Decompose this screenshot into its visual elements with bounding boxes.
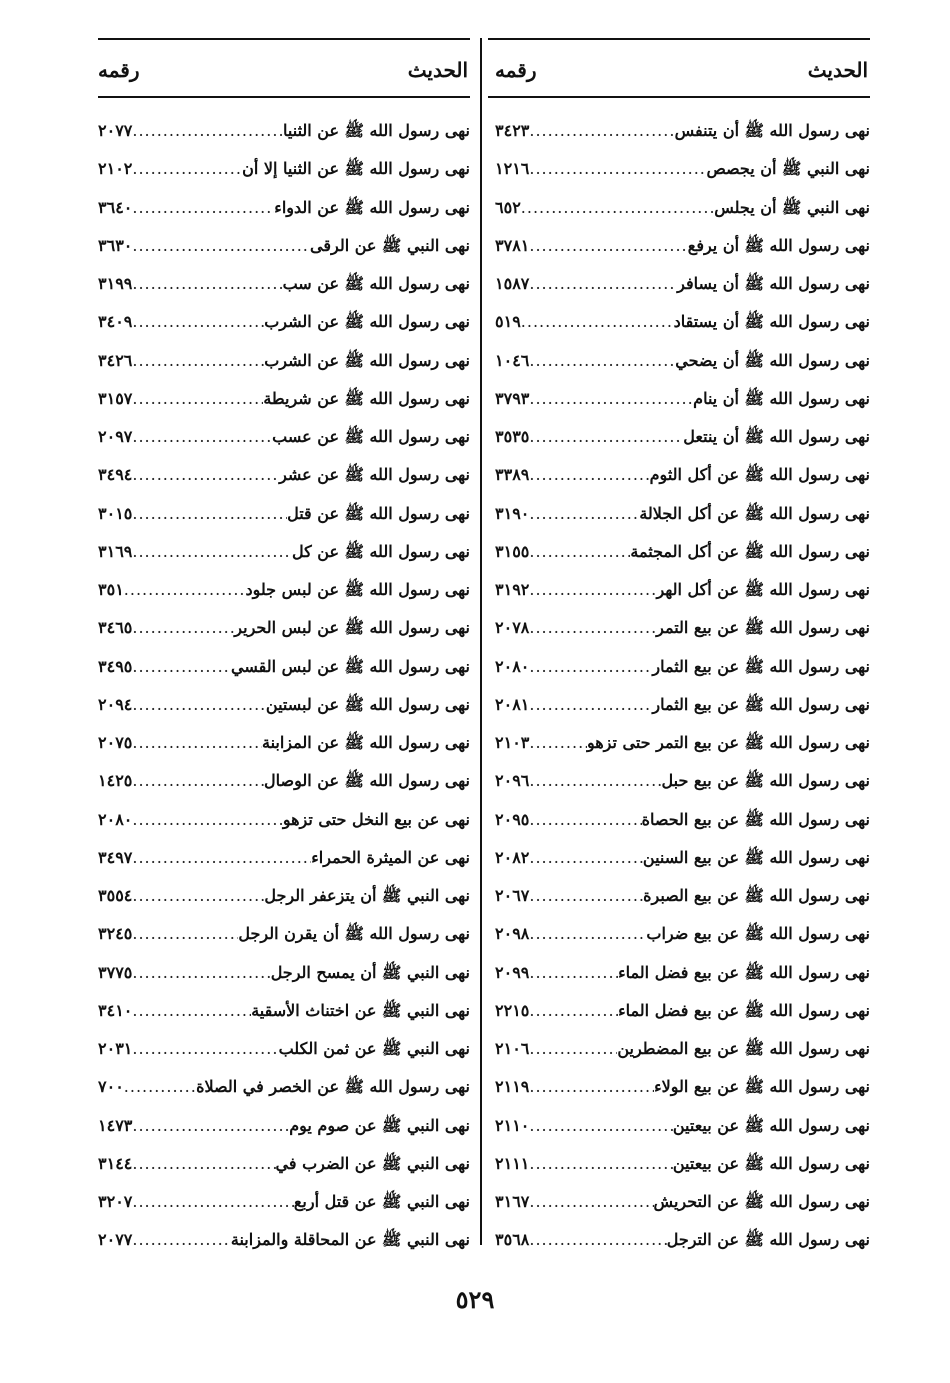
index-entry xyxy=(98,342,470,380)
entry-topic: نهى رسول الله ﷺ عن بيع فضل الماء xyxy=(618,1000,870,1020)
entry-topic: نهى رسول الله ﷺ عن بيع حبل xyxy=(661,771,870,791)
index-entry xyxy=(98,724,470,762)
entry-number: ١٥٨٧ xyxy=(495,274,530,293)
index-entry xyxy=(98,112,470,150)
index-entry xyxy=(98,1107,470,1145)
index-entry xyxy=(495,456,870,494)
index-entry xyxy=(98,992,470,1030)
dot-leader xyxy=(529,495,639,533)
right-header-topic: الحديث xyxy=(807,58,868,82)
index-entry xyxy=(495,648,870,686)
entry-number: ٢٠٨٠ xyxy=(98,809,133,829)
dot-leader xyxy=(124,571,246,609)
entry-number: ٢٠٨٠ xyxy=(495,656,530,676)
index-entry xyxy=(495,801,870,839)
index-entry xyxy=(98,839,470,877)
entry-number: ٣٥١ xyxy=(98,580,124,599)
index-entry xyxy=(495,992,870,1030)
index-entry xyxy=(495,954,870,992)
entry-number: ٣٥٣٥ xyxy=(495,427,530,446)
dot-leader xyxy=(529,1221,666,1259)
dot-leader xyxy=(529,648,652,686)
entry-number: ٢١١١ xyxy=(495,1153,530,1173)
left-index-column xyxy=(98,112,470,1260)
dot-leader xyxy=(529,992,618,1030)
index-entry xyxy=(495,839,870,877)
entry-topic: نهى رسول الله ﷺ عن الشرب xyxy=(264,312,470,332)
entry-topic: نهى رسول الله ﷺ أن يضحي xyxy=(675,350,870,370)
index-entry xyxy=(495,380,870,418)
index-entry xyxy=(98,1145,470,1183)
dot-leader xyxy=(529,1068,654,1106)
entry-topic: نهى رسول الله ﷺ عن الوصال xyxy=(264,771,470,791)
index-entry xyxy=(98,1221,470,1259)
left-header-number: رقمه xyxy=(98,58,140,82)
index-entry xyxy=(495,724,870,762)
entry-topic: نهى رسول الله ﷺ عن الخصر في الصلاة xyxy=(196,1077,470,1097)
dot-leader xyxy=(529,571,656,609)
index-entry xyxy=(495,265,870,303)
entry-topic: نهى رسول الله ﷺ أن يقرن الرجل xyxy=(238,924,470,944)
top-rule-left xyxy=(98,38,470,40)
dot-leader xyxy=(529,724,587,762)
index-entry xyxy=(495,1221,870,1259)
dot-leader xyxy=(529,456,649,494)
entry-number: ٢٠٧٧ xyxy=(98,121,133,140)
entry-number: ٧٠٠ xyxy=(98,1077,124,1097)
dot-leader xyxy=(529,801,641,839)
entry-number: ٣٥٥٤ xyxy=(98,886,133,905)
entry-number: ٢٠٩٧ xyxy=(98,427,133,446)
dot-leader xyxy=(529,265,677,303)
entry-number: ٣٠١٥ xyxy=(98,503,133,523)
entry-topic: نهى رسول الله ﷺ عن بيع التمر xyxy=(656,618,870,638)
index-entry xyxy=(495,189,870,227)
dot-leader xyxy=(132,1107,289,1145)
entry-topic: نهى النبي ﷺ عن قتل أربع xyxy=(293,1192,470,1211)
dot-leader xyxy=(132,189,274,227)
index-entry xyxy=(98,609,470,647)
entry-topic: نهى رسول الله ﷺ عن الثنيا xyxy=(283,121,470,140)
entry-number: ٣١٥٧ xyxy=(98,388,133,408)
index-entry xyxy=(495,342,870,380)
index-entry xyxy=(495,533,870,571)
left-header-topic: الحديث xyxy=(407,58,468,82)
entry-number: ٦٥٢ xyxy=(495,197,521,217)
dot-leader xyxy=(132,915,238,953)
index-entry xyxy=(98,571,470,609)
entry-number: ٣٣٨٩ xyxy=(495,465,530,485)
entry-number: ٣١٦٧ xyxy=(495,1192,530,1211)
entry-topic: نهى رسول الله ﷺ عن عشر xyxy=(279,465,470,485)
header-rule-left xyxy=(98,96,470,98)
dot-leader xyxy=(529,1145,673,1183)
index-entry xyxy=(98,915,470,953)
index-entry xyxy=(495,877,870,915)
entry-number: ٣١٩٢ xyxy=(495,580,530,599)
entry-topic: نهى رسول الله ﷺ عن أكل الهر xyxy=(656,580,870,599)
entry-number: ٣٤٢٦ xyxy=(98,350,133,370)
entry-topic: نهى رسول الله ﷺ عن بيعتين xyxy=(672,1115,870,1135)
entry-number: ٣٧٩٣ xyxy=(495,388,530,408)
index-entry xyxy=(495,1145,870,1183)
dot-leader xyxy=(529,112,674,150)
entry-topic: نهى رسول الله ﷺ عن بيع الولاء xyxy=(654,1077,870,1097)
index-entry xyxy=(98,686,470,724)
index-entry xyxy=(98,150,470,188)
index-entry xyxy=(495,686,870,724)
entry-topic: نهى رسول الله ﷺ أن يسافر xyxy=(677,274,870,293)
entry-number: ٣٤١٠ xyxy=(98,1000,133,1020)
index-entry xyxy=(98,877,470,915)
dot-leader xyxy=(132,533,292,571)
page-number: ٥٢٩ xyxy=(455,1285,495,1314)
index-entry xyxy=(98,227,470,265)
entry-topic: نهى رسول الله ﷺ عن أكل الثوم xyxy=(649,465,870,485)
entry-topic: نهى رسول الله ﷺ عن شريطة xyxy=(263,388,470,408)
entry-topic: نهى رسول الله ﷺ عن بيع الثمار xyxy=(652,656,870,676)
dot-leader xyxy=(132,724,262,762)
entry-topic: نهى رسول الله ﷺ عن الثنيا إلا أن xyxy=(242,159,470,179)
entry-number: ٣٢٠٧ xyxy=(98,1192,133,1211)
entry-topic: نهى رسول الله ﷺ أن يستقاد xyxy=(673,312,870,332)
dot-leader xyxy=(132,762,264,800)
entry-number: ٢٠٣١ xyxy=(98,1039,133,1058)
entry-number: ٣٦٣٠ xyxy=(98,235,133,255)
entry-number: ٢٠٩٥ xyxy=(495,809,530,829)
dot-leader xyxy=(132,992,251,1030)
index-entry xyxy=(98,495,470,533)
dot-leader xyxy=(132,227,310,265)
entry-topic: نهى رسول الله ﷺ عن بيع المضطرين xyxy=(617,1039,870,1058)
entry-number: ١٠٤٦ xyxy=(495,350,530,370)
dot-leader xyxy=(521,303,674,341)
entry-topic: نهى رسول الله ﷺ عن بيعتين xyxy=(672,1153,870,1173)
dot-leader xyxy=(529,1107,673,1145)
dot-leader xyxy=(132,418,272,456)
entry-number: ٢١٠٣ xyxy=(495,733,530,752)
index-entry xyxy=(495,1107,870,1145)
entry-topic: نهى رسول الله ﷺ أن ينام xyxy=(693,388,870,408)
dot-leader xyxy=(124,1068,196,1106)
entry-topic: نهى رسول الله ﷺ عن بيع ضراب xyxy=(646,924,870,944)
index-entry xyxy=(98,954,470,992)
dot-leader xyxy=(132,877,264,915)
entry-topic: نهى رسول الله ﷺ عن قتل xyxy=(287,503,470,523)
entry-topic: نهى رسول الله ﷺ عن بيع السنين xyxy=(642,847,870,867)
entry-number: ٢٠٩٤ xyxy=(98,694,133,714)
entry-topic: نهى رسول الله ﷺ عن بيع الحصاة xyxy=(641,809,870,829)
entry-topic: نهى رسول الله ﷺ عن كل xyxy=(291,541,470,561)
entry-number: ٢١١٩ xyxy=(495,1077,530,1097)
dot-leader xyxy=(529,686,652,724)
entry-topic: نهى رسول الله ﷺ عن التحريش xyxy=(653,1192,870,1211)
entry-topic: نهى النبي ﷺ عن صوم يوم xyxy=(289,1115,470,1135)
dot-leader xyxy=(132,112,283,150)
entry-topic: نهى النبي ﷺ عن اختناث الأسقية xyxy=(251,1000,470,1020)
entry-number: ٣٤٩٧ xyxy=(98,847,133,867)
dot-leader xyxy=(529,150,706,188)
right-index-column xyxy=(495,112,870,1260)
entry-number: ١٢١٦ xyxy=(495,159,530,179)
entry-topic: نهى رسول الله ﷺ عن الدواء xyxy=(274,197,470,217)
dot-leader xyxy=(132,1183,294,1221)
index-entry xyxy=(98,648,470,686)
entry-number: ٢٠٩٨ xyxy=(495,924,530,944)
entry-topic: نهى النبي ﷺ عن المحاقلة والمزابنة xyxy=(230,1230,470,1250)
dot-leader xyxy=(529,609,656,647)
dot-leader xyxy=(132,609,234,647)
index-entry xyxy=(495,762,870,800)
index-entry xyxy=(98,303,470,341)
dot-leader xyxy=(132,495,287,533)
dot-leader xyxy=(529,227,687,265)
index-entry xyxy=(495,915,870,953)
entry-topic: نهى رسول الله ﷺ عن لبس القسي xyxy=(231,656,470,676)
entry-topic: نهى رسول الله ﷺ عن الشرب xyxy=(264,350,470,370)
entry-topic: نهى رسول الله ﷺ عن سب xyxy=(282,274,470,293)
dot-leader xyxy=(132,303,264,341)
entry-number: ٣٦٤٠ xyxy=(98,197,133,217)
index-entry xyxy=(98,1030,470,1068)
index-entry xyxy=(495,418,870,456)
dot-leader xyxy=(529,418,683,456)
dot-leader xyxy=(529,839,643,877)
entry-number: ٣١٤٤ xyxy=(98,1153,133,1173)
index-entry xyxy=(495,150,870,188)
index-entry xyxy=(98,1183,470,1221)
dot-leader xyxy=(521,189,714,227)
entry-number: ١٤٧٣ xyxy=(98,1115,133,1135)
entry-topic: نهى رسول الله ﷺ عن بيع الصبرة xyxy=(643,886,870,905)
entry-number: ١٤٢٥ xyxy=(98,771,133,791)
dot-leader xyxy=(132,686,266,724)
dot-leader xyxy=(529,342,675,380)
dot-leader xyxy=(529,380,693,418)
index-entry xyxy=(495,1183,870,1221)
entry-topic: نهى النبي ﷺ أن يجلس xyxy=(714,197,870,217)
column-divider xyxy=(480,38,482,1245)
dot-leader xyxy=(132,150,242,188)
index-entry xyxy=(98,801,470,839)
dot-leader xyxy=(529,954,618,992)
entry-number: ٣١٥٥ xyxy=(495,541,530,561)
dot-leader xyxy=(529,1183,653,1221)
entry-number: ٣٥٦٨ xyxy=(495,1230,530,1250)
entry-topic: نهى رسول الله ﷺ عن لبس جلود xyxy=(245,580,470,599)
entry-number: ٢٠٨١ xyxy=(495,694,530,714)
dot-leader xyxy=(529,877,643,915)
entry-topic: نهى عن الميثرة الحمراء xyxy=(311,847,470,867)
index-entry xyxy=(98,189,470,227)
dot-leader xyxy=(132,954,270,992)
index-entry xyxy=(98,456,470,494)
index-entry xyxy=(495,303,870,341)
dot-leader xyxy=(132,456,279,494)
index-entry xyxy=(98,1068,470,1106)
dot-leader xyxy=(132,1030,278,1068)
entry-number: ٣٤٩٥ xyxy=(98,656,133,676)
entry-topic: نهى رسول الله ﷺ عن المزابنة xyxy=(262,733,470,752)
dot-leader xyxy=(132,839,311,877)
entry-topic: نهى رسول الله ﷺ عن الترجل xyxy=(666,1230,870,1250)
index-entry xyxy=(98,418,470,456)
entry-topic: نهى النبي ﷺ عن الرقى xyxy=(310,235,470,255)
dot-leader xyxy=(132,648,231,686)
dot-leader xyxy=(529,915,646,953)
dot-leader xyxy=(132,342,264,380)
entry-topic: نهى النبي ﷺ أن يتزعفر الرجل xyxy=(264,886,470,905)
entry-topic: نهى رسول الله ﷺ أن يرفع xyxy=(687,235,870,255)
entry-topic: نهى رسول الله ﷺ أن ينتعل xyxy=(683,427,870,446)
dot-leader xyxy=(529,762,661,800)
index-entry xyxy=(495,1068,870,1106)
dot-leader xyxy=(132,380,263,418)
dot-leader xyxy=(132,265,282,303)
entry-topic: نهى النبي ﷺ عن الضرب في xyxy=(275,1153,470,1173)
entry-number: ٣١٩٩ xyxy=(98,274,133,293)
dot-leader xyxy=(529,533,630,571)
index-entry xyxy=(495,495,870,533)
index-entry xyxy=(98,380,470,418)
entry-topic: نهى رسول الله ﷺ عن بيع التمر حتى تزهو xyxy=(586,733,870,752)
entry-number: ٣١٩٠ xyxy=(495,503,530,523)
entry-number: ٢٠٧٧ xyxy=(98,1230,133,1250)
entry-number: ٢٠٧٨ xyxy=(495,618,530,638)
header-rule-right xyxy=(488,96,870,98)
entry-number: ٢٠٩٩ xyxy=(495,962,530,982)
entry-topic: نهى النبي ﷺ عن ثمن الكلب xyxy=(278,1039,470,1058)
dot-leader xyxy=(132,1145,275,1183)
entry-topic: نهى النبي ﷺ أن يمسح الرجل xyxy=(270,962,470,982)
top-rule-right xyxy=(488,38,870,40)
entry-topic: نهى رسول الله ﷺ عن عسب xyxy=(272,427,470,446)
dot-leader xyxy=(529,1030,617,1068)
dot-leader xyxy=(132,801,282,839)
entry-number: ٣٤٦٥ xyxy=(98,618,133,638)
entry-topic: نهى رسول الله ﷺ عن أكل الجلالة xyxy=(639,503,870,523)
entry-number: ٢٠٨٢ xyxy=(495,847,530,867)
entry-number: ٢١٠٦ xyxy=(495,1039,530,1058)
index-entry xyxy=(98,533,470,571)
index-entry xyxy=(98,762,470,800)
entry-topic: نهى رسول الله ﷺ عن أكل المجثمة xyxy=(630,541,870,561)
entry-number: ٢٢١٥ xyxy=(495,1000,530,1020)
entry-number: ٢١١٠ xyxy=(495,1115,530,1135)
entry-number: ٥١٩ xyxy=(495,312,521,332)
entry-number: ٢١٠٢ xyxy=(98,159,133,179)
entry-number: ٢٠٩٦ xyxy=(495,771,530,791)
entry-number: ٣٧٧٥ xyxy=(98,962,133,982)
entry-topic: نهى رسول الله ﷺ عن بيع فضل الماء xyxy=(618,962,870,982)
entry-topic: نهى رسول الله ﷺ عن لبس الحرير xyxy=(234,618,470,638)
dot-leader xyxy=(132,1221,231,1259)
index-entry xyxy=(98,265,470,303)
entry-number: ٢٠٧٥ xyxy=(98,733,133,752)
entry-topic: نهى رسول الله ﷺ عن بيع الثمار xyxy=(652,694,870,714)
index-entry xyxy=(495,112,870,150)
index-entry xyxy=(495,609,870,647)
entry-number: ٣٢٤٥ xyxy=(98,924,133,944)
index-entry xyxy=(495,571,870,609)
entry-topic: نهى رسول الله ﷺ عن لبستين xyxy=(265,694,470,714)
entry-topic: نهى النبي ﷺ أن يجصص xyxy=(706,159,870,179)
entry-number: ٢٠٦٧ xyxy=(495,886,530,905)
entry-number: ٣٤٠٩ xyxy=(98,312,133,332)
entry-number: ٣١٦٩ xyxy=(98,541,133,561)
index-entry xyxy=(495,1030,870,1068)
entry-topic: نهى عن بيع النخل حتى تزهو xyxy=(282,809,470,829)
entry-number: ٣٧٨١ xyxy=(495,235,530,255)
index-entry xyxy=(495,227,870,265)
entry-number: ٣٤٢٣ xyxy=(495,121,530,140)
entry-number: ٣٤٩٤ xyxy=(98,465,133,485)
right-header-number: رقمه xyxy=(495,58,537,82)
entry-topic: نهى رسول الله ﷺ أن يتنفس xyxy=(674,121,870,140)
